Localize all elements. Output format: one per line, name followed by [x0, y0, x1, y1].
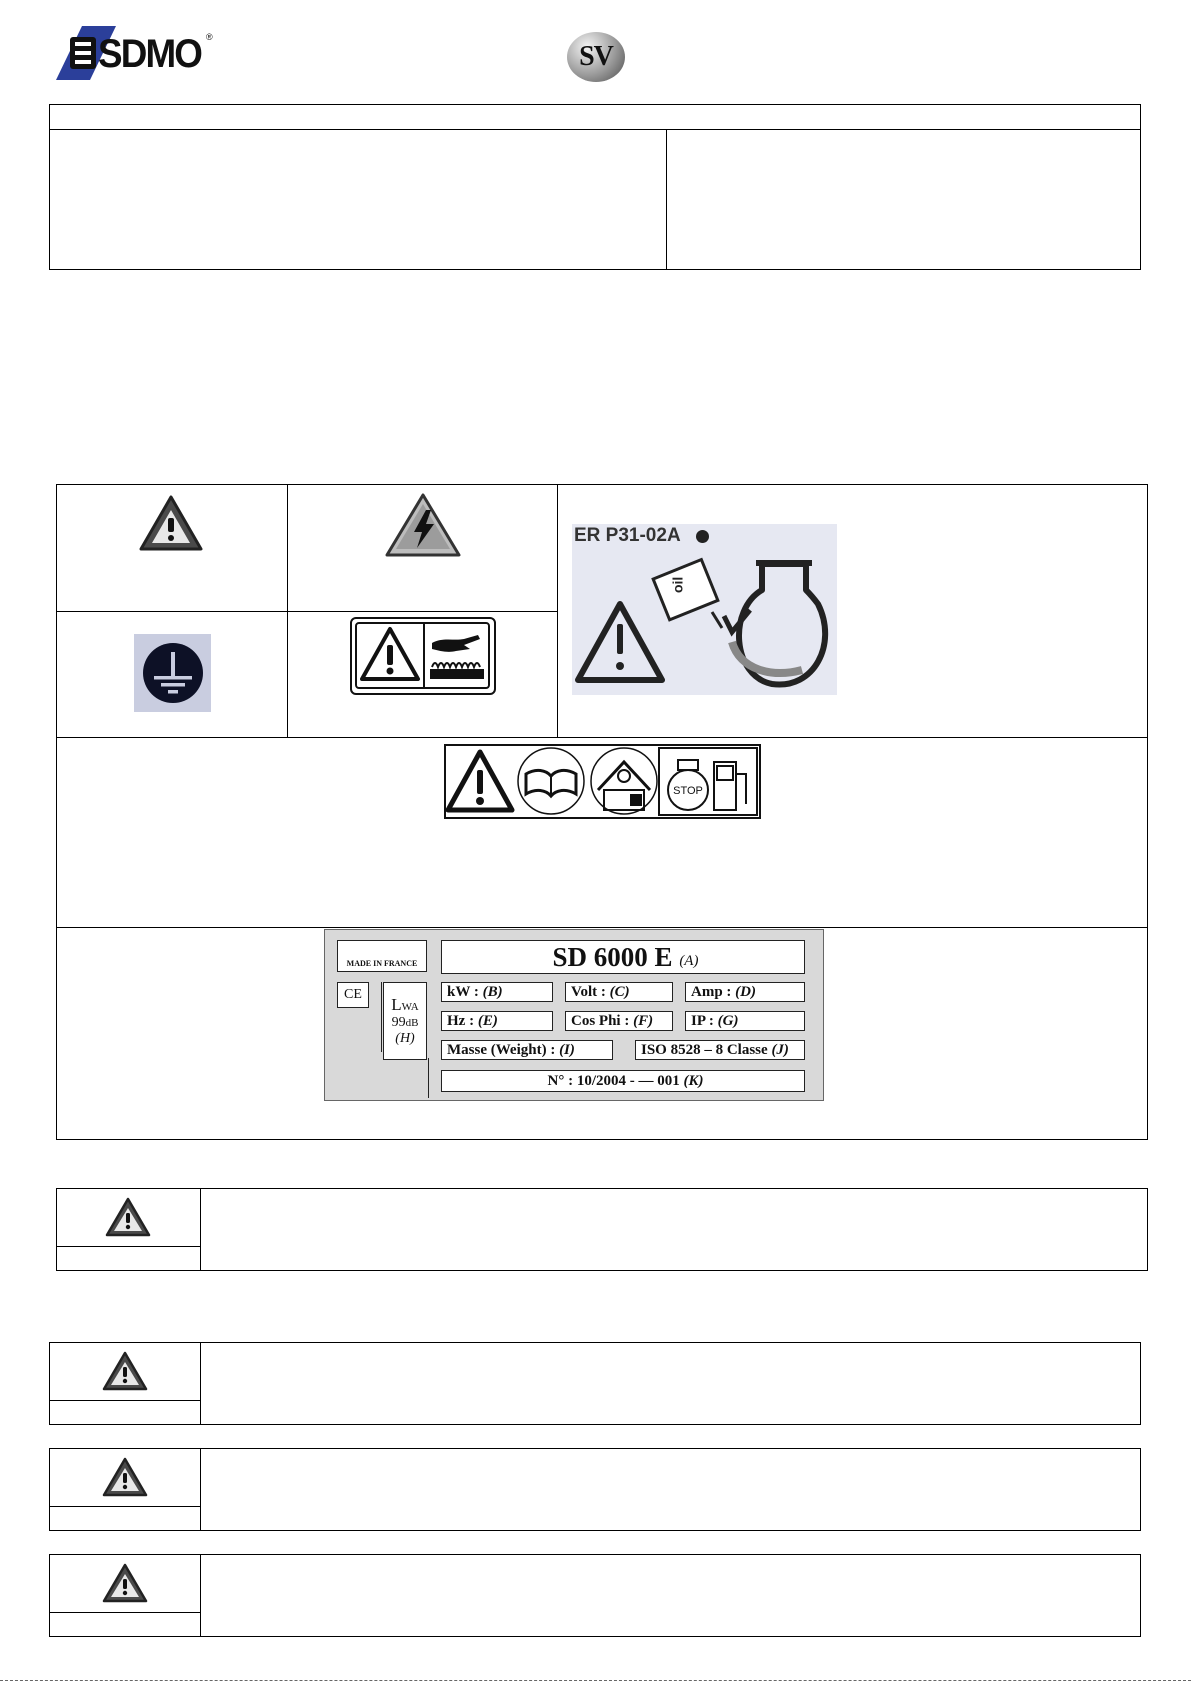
model-ref: (A) [679, 952, 699, 969]
lwa-label: LWA [391, 995, 419, 1015]
warning-box-4 [49, 1554, 1141, 1637]
warning-triangle-icon [101, 1456, 149, 1498]
ip-field: IP : (G) [685, 1011, 805, 1031]
symbol-table-row2 [56, 737, 1148, 738]
hot-surface-warning-label [350, 617, 496, 695]
stop-text: STOP [673, 785, 703, 797]
warning-box-2 [49, 1342, 1141, 1425]
warning-box-1-icon [56, 1190, 200, 1244]
serial-field: N° : 10/2004 - — 001 (K) [441, 1070, 805, 1092]
oil-fill-drawing [572, 524, 837, 695]
warning-box-2-icon [49, 1344, 200, 1398]
warning-box-4-divider [200, 1554, 201, 1637]
warning-box-4-icon-rule [49, 1612, 200, 1613]
top-table-divider [49, 129, 1141, 130]
brand-name: SDMO [98, 32, 202, 76]
electrical-hazard-icon [384, 492, 462, 558]
warning-triangle-icon [104, 1196, 152, 1238]
warning-triangle-icon [101, 1350, 149, 1392]
rating-plate [324, 929, 824, 1101]
cosphi-field: Cos Phi : (F) [565, 1011, 673, 1031]
top-table-column-divider [666, 129, 667, 270]
warning-triangle-icon [101, 1562, 149, 1604]
brand-registered-mark: ® [206, 32, 213, 42]
oil-level-label [572, 524, 837, 695]
footer-rule [0, 1680, 1191, 1681]
warning-box-4-icon [49, 1556, 200, 1610]
kw-field: kW : (B) [441, 982, 553, 1002]
section-badge [567, 32, 625, 82]
lwa-value: 99dB [391, 1014, 419, 1030]
model-field [441, 940, 805, 974]
oil-label-code: ER P31-02A [574, 525, 681, 546]
earth-ground-icon [134, 634, 211, 712]
lwa-ref: (H) [395, 1030, 415, 1046]
ce-mark: CE [344, 987, 362, 1002]
section-badge-label: SV [579, 41, 613, 72]
iso-field: ISO 8528 – 8 Classe (J) [635, 1040, 805, 1060]
svg-text:oil: oil [669, 576, 686, 594]
amp-field: Amp : (D) [685, 982, 805, 1002]
warning-box-3-icon-rule [49, 1506, 200, 1507]
masse-field: Masse (Weight) : (I) [441, 1040, 613, 1060]
warning-box-3-icon [49, 1450, 200, 1504]
made-in-field [337, 940, 427, 972]
symbol-table-row1 [56, 611, 557, 612]
warning-box-3-divider [200, 1448, 201, 1531]
ce-mark-field [337, 982, 369, 1008]
plate-separator [428, 1058, 429, 1098]
volt-field: Volt : (C) [565, 982, 673, 1002]
warning-box-1 [56, 1188, 1148, 1271]
warning-box-2-icon-rule [49, 1400, 200, 1401]
sdmo-logo [56, 26, 216, 81]
warning-box-1-icon-rule [56, 1246, 200, 1247]
warning-box-2-divider [200, 1342, 201, 1425]
symbol-table-row3 [56, 927, 1148, 928]
ce-divider [381, 982, 382, 1052]
warning-box-1-divider [200, 1188, 201, 1271]
warning-box-3 [49, 1448, 1141, 1531]
model-name: SD 6000 E [552, 941, 673, 972]
general-warning-icon [138, 494, 204, 552]
hz-field: Hz : (E) [441, 1011, 553, 1031]
combined-safety-label [444, 744, 761, 819]
made-in-text: MADE IN FRANCE [346, 959, 418, 968]
lwa-field [383, 982, 427, 1060]
symbol-table-col2 [557, 484, 558, 737]
